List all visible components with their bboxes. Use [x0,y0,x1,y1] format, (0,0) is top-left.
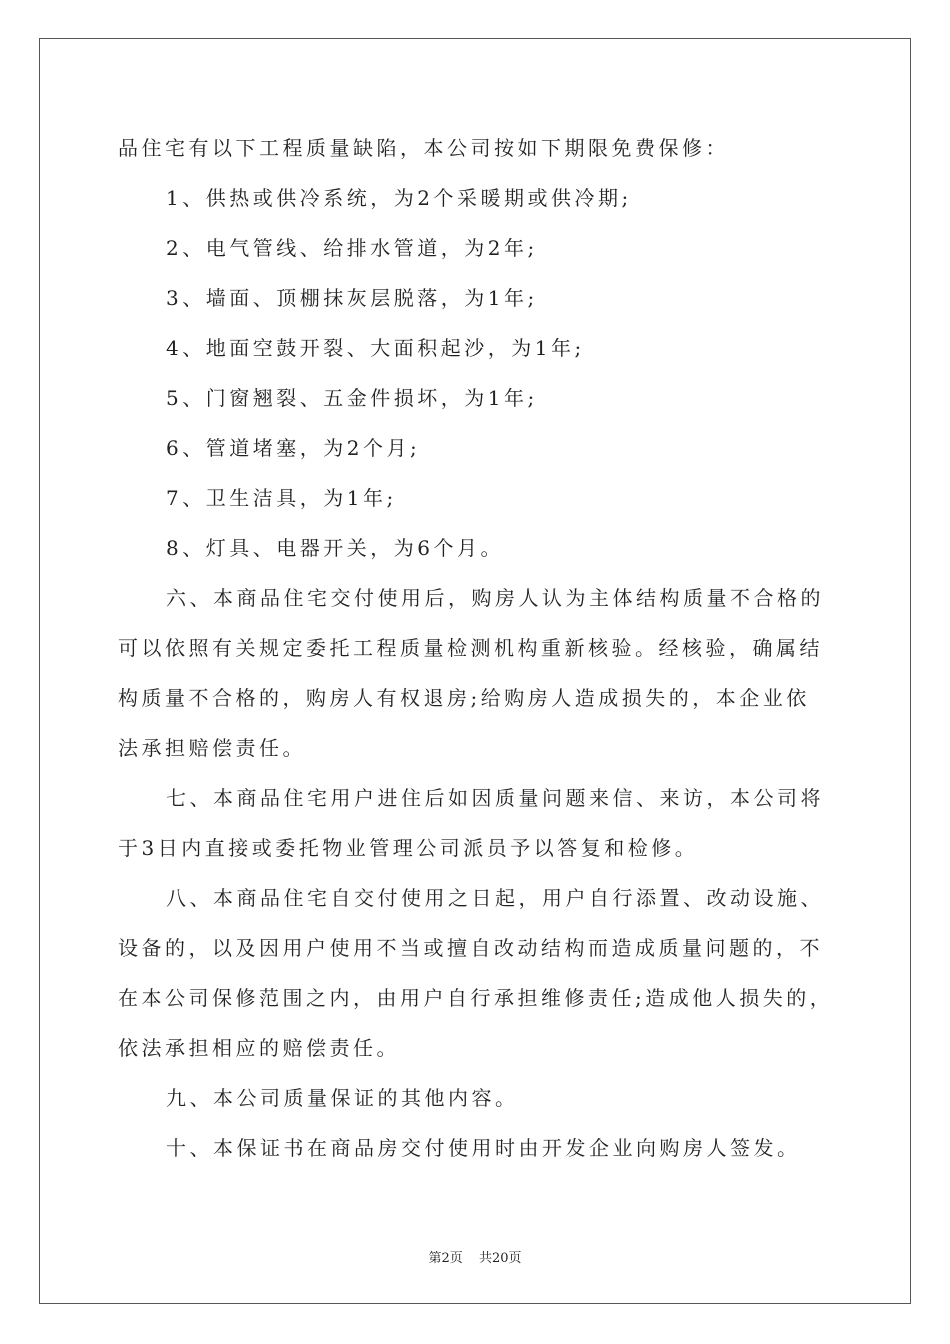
text-line: 3、墙面、顶棚抹灰层脱落，为1年; [166,286,538,310]
page-footer [0,1247,950,1266]
text-line: 设备的，以及因用户使用不当或擅自改动结构而造成质量问题的，不 [118,936,823,960]
text-line: 构质量不合格的，购房人有权退房;给购房人造成损失的，本企业依 [118,686,810,710]
text-line: 八、本商品住宅自交付使用之日起，用户自行添置、改动设施、 [166,886,824,910]
document-body [118,128,838,1178]
text-line: 法承担赔偿责任。 [118,736,306,760]
text-line: 六、本商品住宅交付使用后，购房人认为主体结构质量不合格的 [166,586,824,610]
text-line: 可以依照有关规定委托工程质量检测机构重新核验。经核验，确属结 [118,636,823,660]
page-total: 共20页 [478,1251,522,1266]
text-line: 6、管道堵塞，为2个月; [166,436,421,460]
text-line: 在本公司保修范围之内，由用户自行承担维修责任;造成他人损失的， [118,986,834,1010]
text-line: 品住宅有以下工程质量缺陷，本公司按如下期限免费保修： [118,136,729,160]
text-line: 5、门窗翘裂、五金件损坏，为1年; [166,386,538,410]
text-line: 7、卫生洁具，为1年; [166,486,397,510]
text-line: 于3日内直接或委托物业管理公司派员予以答复和检修。 [118,836,699,860]
text-line: 4、地面空鼓开裂、大面积起沙，为1年; [166,336,585,360]
text-line: 十、本保证书在商品房交付使用时由开发企业向购房人签发。 [166,1136,801,1160]
text-line: 8、灯具、电器开关，为6个月。 [166,536,504,560]
page-number: 第2页 [428,1251,463,1266]
text-line: 九、本公司质量保证的其他内容。 [166,1086,519,1110]
text-line: 依法承担相应的赔偿责任。 [118,1036,400,1060]
text-line: 1、供热或供冷系统，为2个采暖期或供冷期; [166,186,632,210]
text-line: 2、电气管线、给排水管道，为2年; [166,236,538,260]
text-line: 七、本商品住宅用户进住后如因质量问题来信、来访，本公司将 [166,786,824,810]
